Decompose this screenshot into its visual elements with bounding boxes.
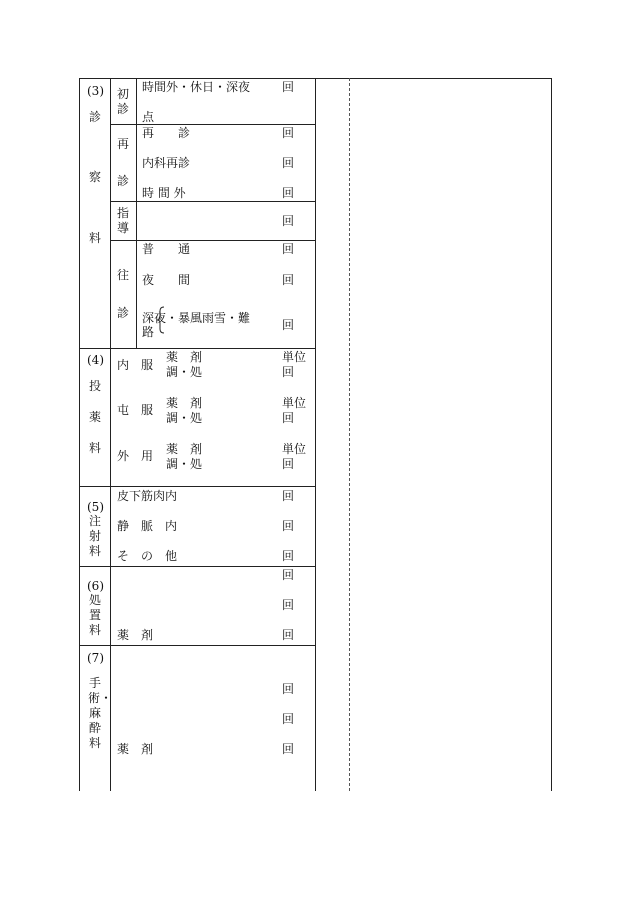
oushin-unit: 回 xyxy=(282,318,295,332)
section-number-7: (7) xyxy=(87,651,104,665)
surgery-unit: 回 xyxy=(282,742,295,756)
shoshin-unit: 回 xyxy=(282,80,295,94)
row-line-saishin xyxy=(110,201,315,202)
section-line-s5 xyxy=(79,566,315,567)
drug-unit: 単位 xyxy=(282,396,307,410)
saishin-item: 再 診 xyxy=(142,126,191,140)
section-title-7: 手術・麻酔料 xyxy=(88,676,113,750)
saishin-unit: 回 xyxy=(282,156,295,170)
oushin-unit: 回 xyxy=(282,273,295,287)
oushin-item-b: 路 xyxy=(142,325,155,339)
drug-sub-label: 調・処 xyxy=(166,457,203,471)
table-right-border xyxy=(551,78,552,791)
treatment-unit: 回 xyxy=(282,598,295,612)
section-number-5: (5) xyxy=(87,500,104,514)
surgery-drug-label: 薬 剤 xyxy=(117,742,154,756)
drug-sub-label: 薬 剤 xyxy=(166,350,203,364)
section-number-3: (3) xyxy=(87,84,104,98)
injection-label: そ の 他 xyxy=(117,549,178,563)
section-title-char: 察 xyxy=(89,170,102,184)
treatment-unit: 回 xyxy=(282,568,295,582)
oushin-label-char: 診 xyxy=(117,306,130,320)
injection-label: 静 脈 内 xyxy=(117,519,178,533)
treatment-drug-label: 薬 剤 xyxy=(117,628,154,642)
oushin-item: 夜 間 xyxy=(142,273,191,287)
section-title-char: 薬 xyxy=(89,410,102,424)
oushin-item: 普 通 xyxy=(142,242,191,256)
oushin-unit: 回 xyxy=(282,242,295,256)
row-line-shoshin xyxy=(110,124,315,125)
section-line-s4 xyxy=(79,486,315,487)
shido-label: 指導 xyxy=(116,206,129,235)
shido-unit: 回 xyxy=(282,214,295,228)
oushin-item-a: 深夜 xyxy=(142,311,167,325)
saishin-unit: 回 xyxy=(282,126,295,140)
shoshin-line1: 時間外・休日・深夜 xyxy=(142,80,251,94)
drug-sub-label: 調・処 xyxy=(166,411,203,425)
section-title-5: 注射料 xyxy=(88,514,101,558)
section-line-s3 xyxy=(79,348,315,349)
drug-sub-label: 薬 剤 xyxy=(166,396,203,410)
drug-unit: 回 xyxy=(282,457,295,471)
drug-unit: 回 xyxy=(282,411,295,425)
saishin-label-char: 診 xyxy=(117,174,130,188)
oushin-item-c: ・暴風雨雪・難 xyxy=(166,311,251,325)
injection-unit: 回 xyxy=(282,549,295,563)
section-title-char: 料 xyxy=(89,441,102,455)
drug-sub-label: 調・処 xyxy=(166,365,203,379)
saishin-item: 内科再診 xyxy=(142,156,191,170)
saishin-unit: 回 xyxy=(282,186,295,200)
section-number-6: (6) xyxy=(87,579,104,593)
section-title-char: 診 xyxy=(89,110,102,124)
section-title-char: 投 xyxy=(89,379,102,393)
table-left-border xyxy=(79,78,80,791)
drug-route-label: 外 用 xyxy=(117,449,154,463)
subcategory-divider xyxy=(136,78,137,348)
column-divider-dashed xyxy=(349,78,350,791)
section-title-6: 処置料 xyxy=(88,593,101,637)
section-title-char: 料 xyxy=(89,231,102,245)
drug-sub-label: 薬 剤 xyxy=(166,442,203,456)
column-divider-main xyxy=(315,78,316,791)
surgery-unit: 回 xyxy=(282,682,295,696)
oushin-label-char: 往 xyxy=(117,268,130,282)
section-number-4: (4) xyxy=(87,353,104,367)
drug-route-label: 内 服 xyxy=(117,358,154,372)
brace-icon xyxy=(156,306,166,334)
drug-route-label: 屯 服 xyxy=(117,403,154,417)
drug-unit: 回 xyxy=(282,365,295,379)
saishin-item: 時 間 外 xyxy=(142,186,186,200)
row-line-shido xyxy=(110,240,315,241)
drug-unit: 単位 xyxy=(282,350,307,364)
surgery-unit: 回 xyxy=(282,712,295,726)
section-line-s6 xyxy=(79,645,315,646)
treatment-unit: 回 xyxy=(282,628,295,642)
injection-label: 皮下筋肉内 xyxy=(117,489,178,503)
injection-unit: 回 xyxy=(282,519,295,533)
injection-unit: 回 xyxy=(282,489,295,503)
saishin-label-char: 再 xyxy=(117,137,130,151)
drug-unit: 単位 xyxy=(282,442,307,456)
shoshin-label: 初診 xyxy=(116,87,129,116)
shoshin-line2: 点 xyxy=(142,110,155,124)
section-title-divider xyxy=(110,78,111,791)
